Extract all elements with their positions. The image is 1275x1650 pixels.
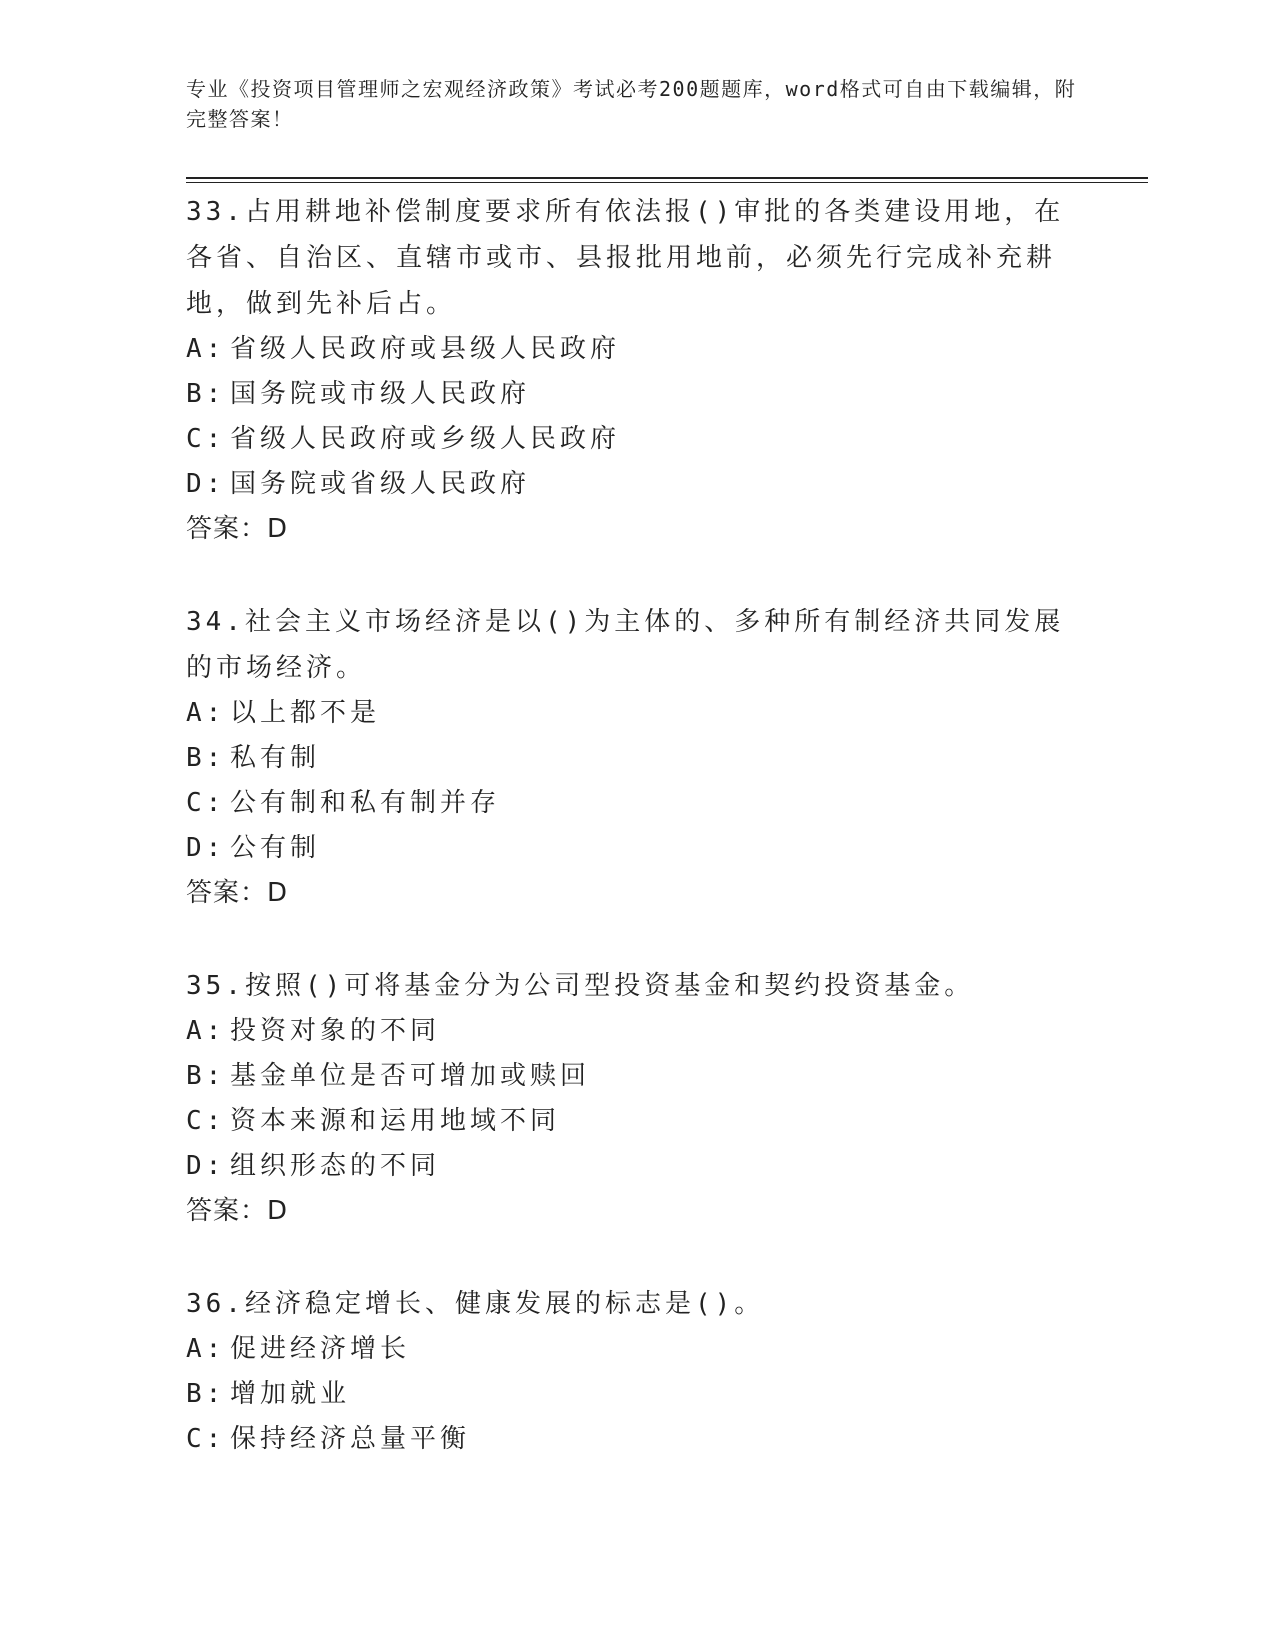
option-letter: B:	[186, 379, 226, 409]
option-text: 省级人民政府或乡级人民政府	[230, 424, 621, 454]
question-item	[186, 599, 1086, 916]
option-text: 公有制	[230, 833, 321, 863]
question-number: 34.	[186, 607, 245, 637]
option-letter: B:	[186, 1061, 226, 1091]
answer-option	[186, 1372, 1086, 1417]
question-number: 36.	[186, 1289, 245, 1319]
option-text: 省级人民政府或县级人民政府	[230, 334, 621, 364]
option-text: 保持经济总量平衡	[230, 1424, 471, 1454]
option-letter: B:	[186, 1379, 226, 1409]
option-letter: C:	[186, 1106, 226, 1136]
question-stem	[186, 963, 1086, 1009]
option-letter: A:	[186, 698, 226, 728]
option-text: 资本来源和运用地域不同	[230, 1106, 561, 1136]
option-letter: B:	[186, 743, 226, 773]
answer-option	[186, 1327, 1086, 1372]
answer-option	[186, 1099, 1086, 1144]
option-letter: C:	[186, 1424, 226, 1454]
question-list	[186, 189, 1086, 1509]
question-text: 占用耕地补偿制度要求所有依法报()审批的各类建设用地，在各省、自治区、直辖市或市、县报批用地前，必须先行完成补充耕地，做到先补后占。	[186, 197, 1065, 319]
question-number: 35.	[186, 971, 245, 1001]
answer-option	[186, 826, 1086, 871]
answer-option	[186, 417, 1086, 462]
question-item	[186, 963, 1086, 1234]
answer-option	[186, 691, 1086, 736]
answer-key: 答案：D	[186, 514, 289, 544]
document-header: 专业《投资项目管理师之宏观经济政策》考试必考200题题库，word格式可自由下载编辑，附完整答案！	[186, 77, 1077, 131]
option-letter: D:	[186, 833, 226, 863]
question-item	[186, 1281, 1086, 1462]
answer-option	[186, 372, 1086, 417]
option-text: 以上都不是	[230, 698, 381, 728]
answer-option	[186, 327, 1086, 372]
option-text: 国务院或市级人民政府	[230, 379, 531, 409]
answer-option	[186, 1144, 1086, 1189]
question-text: 经济稳定增长、健康发展的标志是()。	[244, 1289, 765, 1319]
option-text: 私有制	[230, 743, 321, 773]
option-letter: A:	[186, 1334, 226, 1364]
question-text: 按照()可将基金分为公司型投资基金和契约投资基金。	[244, 971, 975, 1001]
option-text: 组织形态的不同	[230, 1151, 441, 1181]
answer-option	[186, 781, 1086, 826]
answer-option	[186, 1054, 1086, 1099]
option-text: 增加就业	[230, 1379, 351, 1409]
question-text: 社会主义市场经济是以()为主体的、多种所有制经济共同发展的市场经济。	[186, 607, 1065, 683]
answer-option	[186, 736, 1086, 781]
question-number: 33.	[186, 197, 245, 227]
option-letter: C:	[186, 788, 226, 818]
answer-option	[186, 1417, 1086, 1462]
option-letter: D:	[186, 469, 226, 499]
option-letter: A:	[186, 334, 226, 364]
question-stem	[186, 1281, 1086, 1327]
header-divider-thick	[186, 177, 1148, 179]
option-letter: A:	[186, 1016, 226, 1046]
question-stem	[186, 599, 1086, 691]
answer-option	[186, 462, 1086, 507]
option-text: 投资对象的不同	[230, 1016, 441, 1046]
question-stem	[186, 189, 1086, 327]
answer-key: 答案：D	[186, 1196, 289, 1226]
option-text: 国务院或省级人民政府	[230, 469, 531, 499]
option-text: 基金单位是否可增加或赎回	[230, 1061, 591, 1091]
option-text: 公有制和私有制并存	[230, 788, 501, 818]
option-text: 促进经济增长	[230, 1334, 411, 1364]
answer-key: 答案：D	[186, 878, 289, 908]
question-item	[186, 189, 1086, 552]
option-letter: C:	[186, 424, 226, 454]
answer-option	[186, 1009, 1086, 1054]
header-divider-thin	[186, 182, 1148, 183]
option-letter: D:	[186, 1151, 226, 1181]
